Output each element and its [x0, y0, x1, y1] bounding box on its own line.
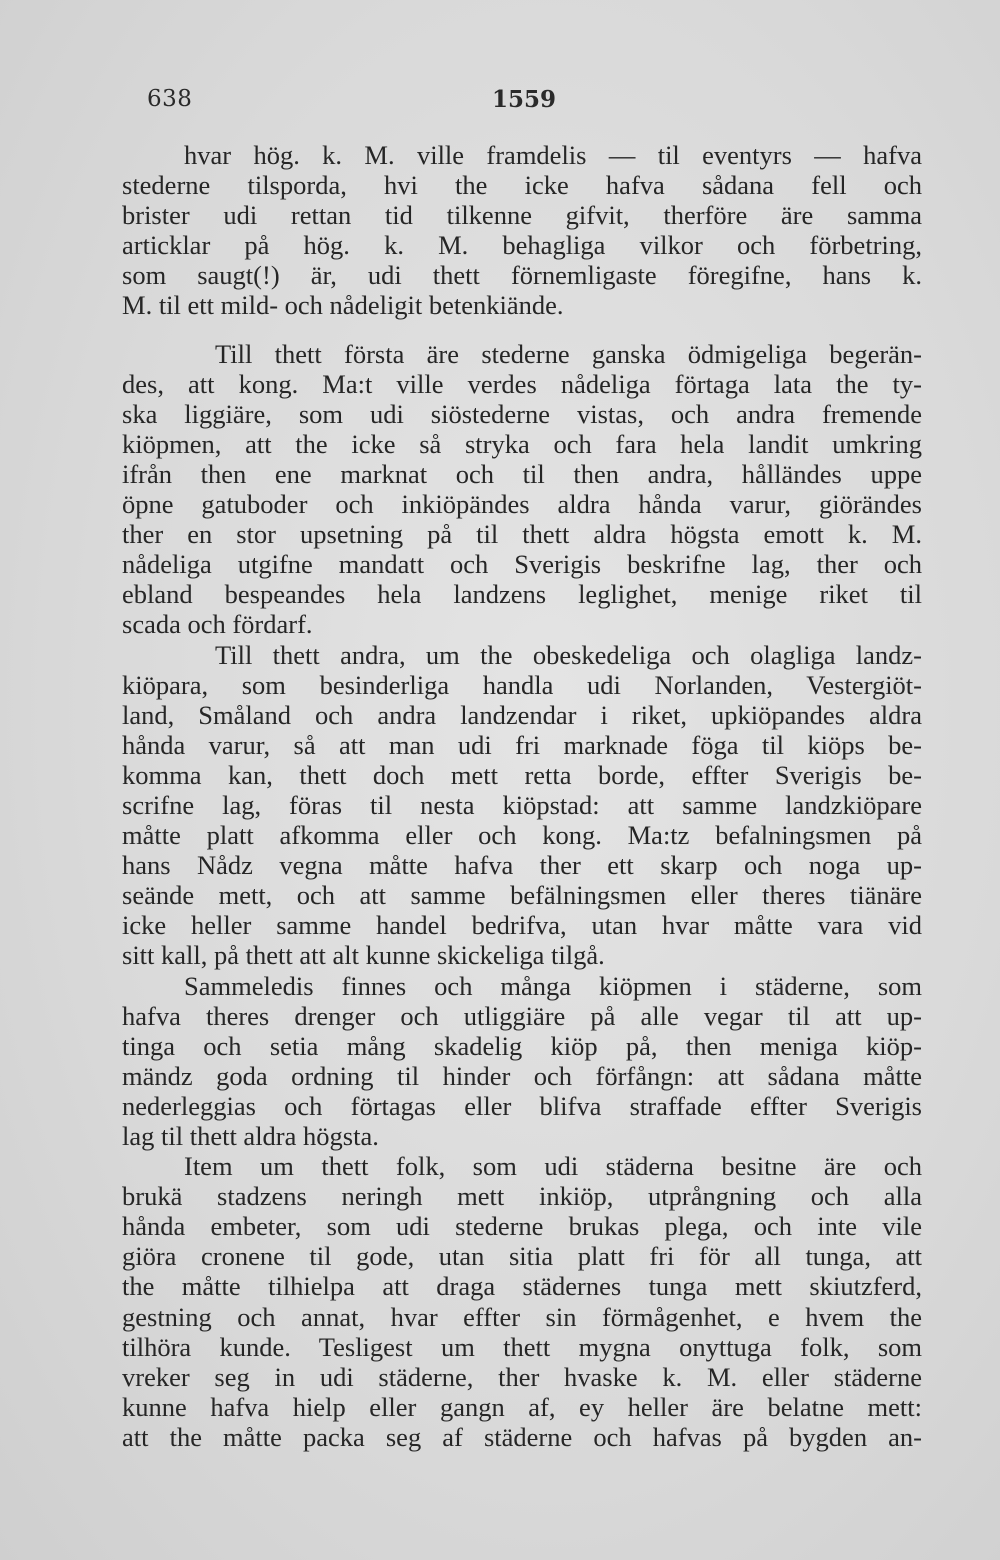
text-line: giöra cronene til gode, utan sitia platt fri för all tunga, att	[122, 1241, 922, 1272]
intro-paragraph	[122, 140, 922, 321]
text-line: hafva theres drenger och utliggiäre på alle vegar til att up-	[122, 1000, 922, 1031]
text-line: Item um thett folk, som udi städerna besitne äre och	[184, 1151, 922, 1182]
text-line: måtte platt afkomma eller och kong. Ma:tz befalningsmen på	[122, 820, 922, 851]
body-text	[122, 140, 922, 1452]
text-line: mändz goda ordning til hinder och förfångn: att sådana måtte	[122, 1060, 922, 1091]
text-line: the måtte tilhielpa att draga städernes tunga mett skiutzferd,	[122, 1271, 922, 1302]
text-line: Till thett andra, um the obeskedeliga och olagliga landz-	[215, 639, 922, 670]
text-line: hvar hög. k. M. ville framdelis — til eventyrs — hafva	[184, 140, 922, 170]
text-line: hånda embeter, som udi stederne brukas plega, och inte vile	[122, 1211, 922, 1242]
text-line: ifrån then ene marknat och til then andra, hålländes uppe	[122, 458, 922, 489]
text-line: komma kan, thett doch mett retta borde, effter Sverigis be-	[122, 759, 922, 790]
paragraph-first	[122, 339, 922, 640]
paragraph-second	[122, 640, 922, 971]
text-line: ska liggiäre, som udi siöstederne vistas, och andra fremende	[122, 398, 922, 429]
text-line: ther en stor upsetning på til thett aldra högsta emott k. M.	[122, 519, 922, 550]
running-header	[0, 86, 1000, 120]
text-line: stederne tilsporda, hvi the icke hafva sådana fell och	[122, 170, 922, 201]
text-line: tilhöra kunde. Tesligest um thett mygna onyttuga folk, som	[122, 1331, 922, 1362]
text-line: hånda varur, så att man udi fri marknade föga til kiöps be-	[122, 729, 922, 760]
text-line: des, att kong. Ma:t ville verdes nådeliga förtaga lata the ty-	[122, 368, 922, 399]
year-heading: 1559	[492, 86, 557, 113]
text-line: articklar på hög. k. M. behagliga vilkor och förbetring,	[122, 230, 922, 261]
text-line: nådeliga utgifne mandatt och Sverigis beskrifne lag, ther och	[122, 549, 922, 580]
paragraph-gap	[122, 321, 922, 339]
text-line: ebland bespeandes hela landzens leglighet, menige riket til	[122, 579, 922, 610]
text-line: icke heller samme handel bedrifva, utan hvar måtte vara vid	[122, 910, 922, 941]
text-line: att the måtte packa seg af städerne och hafvas på bygden an-	[122, 1421, 922, 1452]
text-line: seände mett, och att samme befälningsmen eller theres tiänäre	[122, 880, 922, 911]
text-line: kiöpara, som besinderliga handla udi Norlanden, Vestergiöt-	[122, 669, 922, 700]
page-number: 638	[147, 86, 193, 112]
text-line: kiöpmen, att the icke så stryka och fara hela landit umkring	[122, 428, 922, 459]
text-line: lag til thett aldra högsta.	[122, 1121, 379, 1151]
paragraph-third	[122, 971, 922, 1152]
paragraph-fourth	[122, 1151, 922, 1452]
text-line: hans Nådz vegna måtte hafva ther ett skarp och noga up-	[122, 850, 922, 881]
text-line: öpne gatuboder och inkiöpändes aldra hånda varur, giörändes	[122, 489, 922, 520]
text-line: Sammeledis finnes och många kiöpmen i städerne, som	[184, 970, 922, 1001]
text-line: brukä stadzens neringh mett inkiöp, utprångning och alla	[122, 1181, 922, 1212]
text-line: tinga och setia mång skadelig kiöp på, then meniga kiöp-	[122, 1030, 922, 1061]
text-line: scada och fördarf.	[122, 609, 313, 640]
text-line: gestning och annat, hvar effter sin förmågenhet, e hvem the	[122, 1301, 922, 1332]
text-line: vreker seg in udi städerne, ther hvaske k. M. eller städerne	[122, 1361, 922, 1392]
text-line: land, Småland och andra landzendar i riket, upkiöpandes aldra	[122, 699, 922, 730]
text-line: M. til ett mild- och nådeligit betenkiände.	[122, 290, 564, 321]
text-line: sitt kall, på thett att alt kunne skickeliga tilgå.	[122, 940, 605, 971]
text-line: brister udi rettan tid tilkenne gifvit, therföre äre samma	[122, 200, 922, 231]
text-line: scrifne lag, föras til nesta kiöpstad: att samme landzkiöpare	[122, 789, 922, 820]
text-line: nederleggias och förtagas eller blifva straffade effter Sverigis	[122, 1090, 922, 1121]
text-line: Till thett första äre stederne ganska ödmigeliga begerän-	[215, 338, 922, 369]
text-line: kunne hafva hielp eller gangn af, ey heller äre belatne mett:	[122, 1391, 922, 1422]
text-line: som saugt(!) är, udi thett förnemligaste föregifne, hans k.	[122, 260, 922, 291]
